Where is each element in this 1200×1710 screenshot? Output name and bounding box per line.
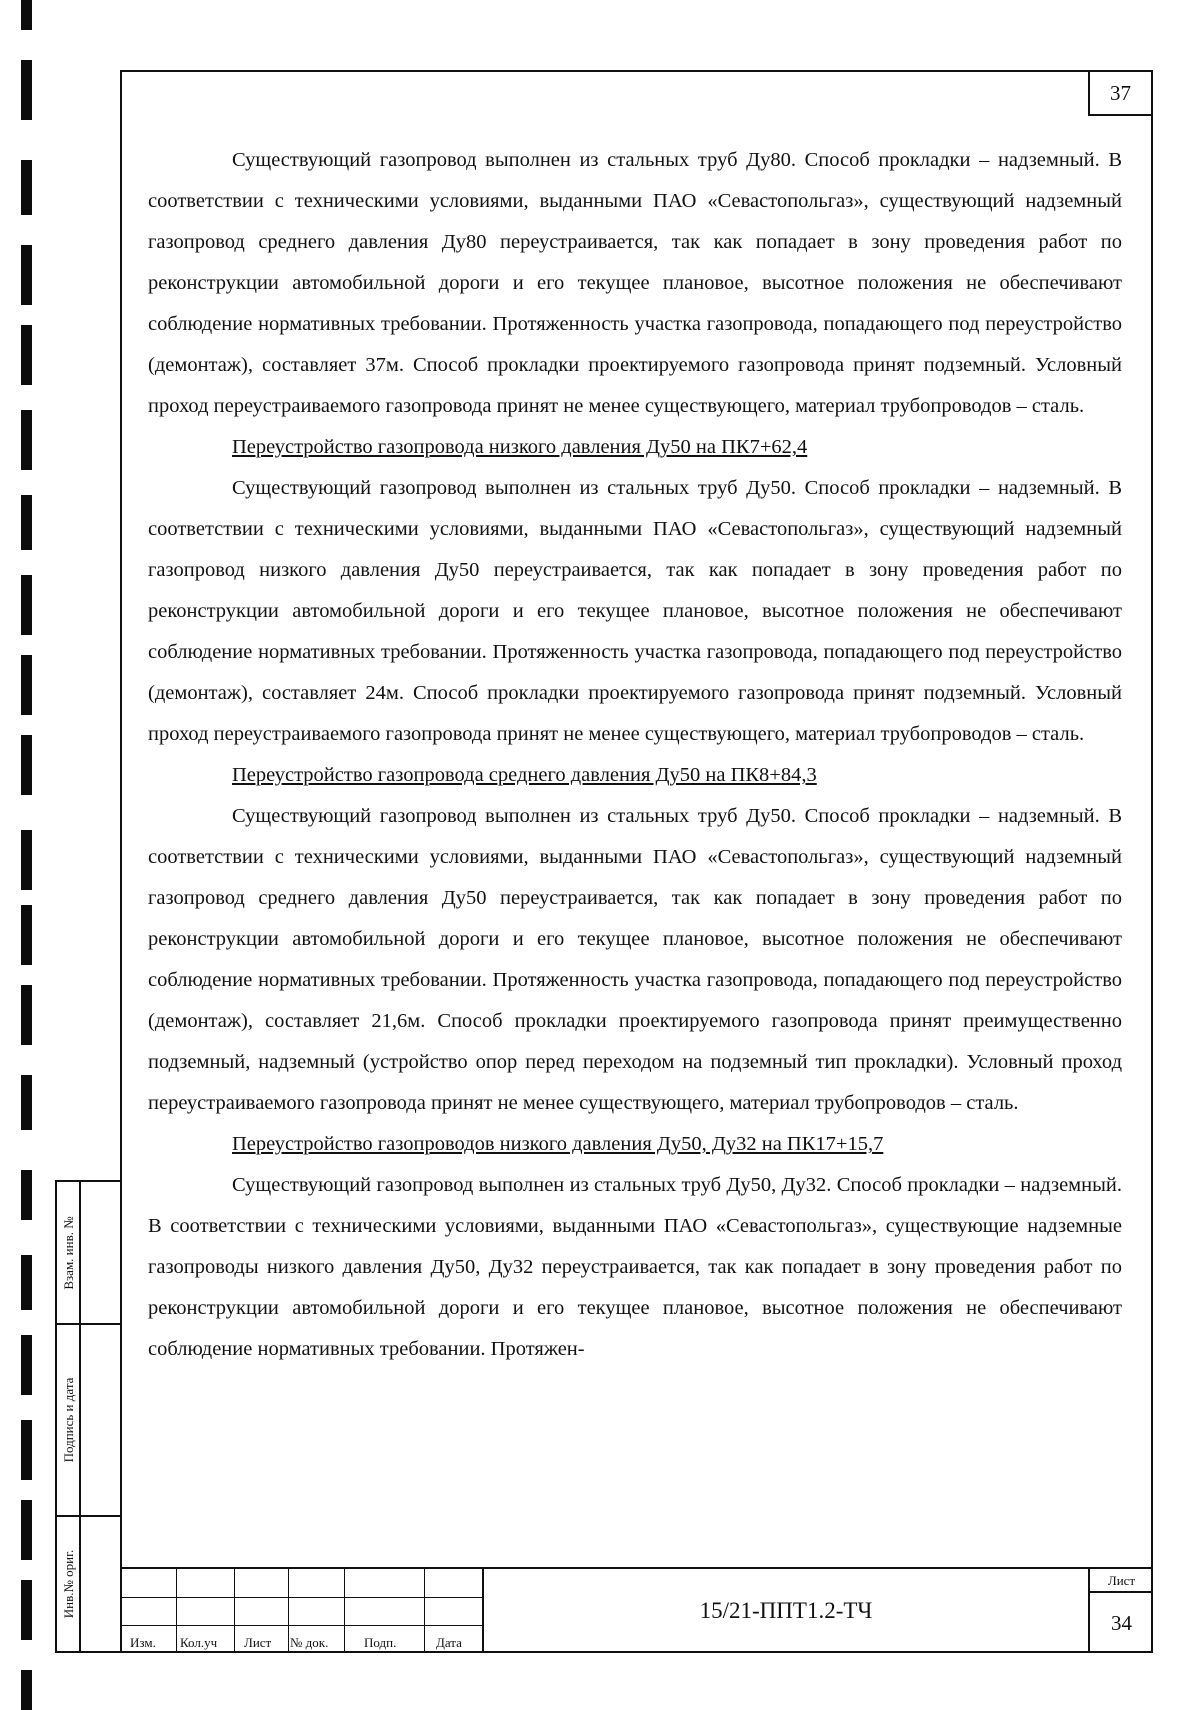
binder-mark <box>21 1500 32 1560</box>
binder-mark <box>21 1335 32 1395</box>
revision-table <box>120 1567 484 1653</box>
binder-mark <box>21 1420 32 1480</box>
binder-mark <box>21 0 32 30</box>
sheet-label: Лист <box>1090 1569 1153 1593</box>
binder-mark <box>21 1170 32 1220</box>
section-heading: Переустройство газопровода среднего давления Ду50 на ПК8+84,3 <box>232 764 817 786</box>
title-block <box>120 1567 1153 1653</box>
paragraph: Существующий газопровод выполнен из стальных труб Ду80. Способ прокладки – надземный. В соответствии с техническими условиями, выданными ПАО «Севастопольгаз», существующий надземный газопровод среднего давления Ду80 переустраивается, так как попадает в зону проведения работ по реконструкции автомобильной дороги и его текущее плановое, высотное положения не обеспечивают соблюдение нормативных требовании. Протяженность участка газопровода, попадающего под переустройство (демонтаж), составляет 37м. Способ прокладки проектируемого газопровода принят подземный. Условный проход переустраиваемого газопровода принят не менее существующего, материал трубопроводов – сталь. <box>148 149 1122 417</box>
side-stamp-inv-orig <box>55 1517 120 1653</box>
binder-mark <box>21 735 32 795</box>
binder-mark <box>21 495 32 550</box>
binder-mark <box>21 905 32 965</box>
side-stamp-vzam <box>55 1180 120 1325</box>
binder-mark <box>21 1670 32 1710</box>
binder-mark <box>21 985 32 1045</box>
column-list: Лист <box>244 1635 272 1650</box>
side-label-vzam-inv: Взам. инв. № <box>61 1215 76 1290</box>
top-sheet-number: 37 <box>1088 70 1153 116</box>
sheet-number: 34 <box>1111 1610 1132 1635</box>
binder-mark <box>21 655 32 715</box>
side-label-inv-orig: Инв.№ ориг. <box>61 1549 76 1619</box>
section-heading: Переустройство газопроводов низкого давления Ду50, Ду32 на ПК17+15,7 <box>232 1133 884 1155</box>
column-doc-number: № док. <box>290 1635 329 1650</box>
binder-mark <box>21 575 32 635</box>
binder-mark <box>21 410 32 470</box>
paragraph: Существующий газопровод выполнен из стальных труб Ду50, Ду32. Способ прокладки – надземный. В соответствии с техническими условиями, выданными ПАО «Севастопольгаз», существующие надземные газопроводы низкого давления Ду50, Ду32 переустраивается, так как попадает в зону проведения работ по реконструкции автомобильной дороги и его текущее плановое, высотное положения не обеспечивают соблюдение нормативных требовании. Протяжен- <box>148 1174 1122 1360</box>
binder-mark <box>21 325 32 385</box>
binder-mark <box>21 245 32 305</box>
document-body <box>148 140 1122 1370</box>
document-code: 15/21-ППТ1.2-ТЧ <box>484 1567 1088 1653</box>
sheet-number-box <box>1088 1567 1153 1653</box>
column-kol-uch: Кол.уч <box>180 1635 218 1650</box>
paragraph: Существующий газопровод выполнен из стальных труб Ду50. Способ прокладки – надземный. В соответствии с техническими условиями, выданными ПАО «Севастопольгаз», существующий надземный газопровод среднего давления Ду50 переустраивается, так как попадает в зону проведения работ по реконструкции автомобильной дороги и его текущее плановое, высотное положения не обеспечивают соблюдение нормативных требовании. Протяженность участка газопровода, попадающего под переустройство (демонтаж), составляет 21,6м. Способ прокладки проектируемого газопровода принят преимущественно подземный, надземный (устройство опор перед переходом на подземный тип прокладки). Условный проход переустраиваемого газопровода принят не менее существующего, материал трубопроводов – сталь. <box>148 805 1122 1114</box>
binder-mark <box>21 1075 32 1130</box>
side-label-podpis-data: Подпись и дата <box>61 1377 76 1463</box>
column-podp: Подп. <box>364 1635 397 1650</box>
binder-mark <box>21 1580 32 1640</box>
side-stamp-podpis <box>55 1325 120 1517</box>
column-data: Дата <box>436 1635 462 1650</box>
column-izm: Изм. <box>130 1635 156 1650</box>
binder-mark <box>21 160 32 215</box>
binder-mark <box>21 830 32 890</box>
paragraph: Существующий газопровод выполнен из стальных труб Ду50. Способ прокладки – надземный. В соответствии с техническими условиями, выданными ПАО «Севастопольгаз», существующий надземный газопровод низкого давления Ду50 переустраивается, так как попадает в зону проведения работ по реконструкции автомобильной дороги и его текущее плановое, высотное положения не обеспечивают соблюдение нормативных требовании. Протяженность участка газопровода, попадающего под переустройство (демонтаж), составляет 24м. Способ прокладки проектируемого газопровода принят подземный. Условный проход переустраиваемого газопровода принят не менее существующего, материал трубопроводов – сталь. <box>148 477 1122 745</box>
binder-mark <box>21 1255 32 1310</box>
binder-mark <box>21 60 32 120</box>
section-heading: Переустройство газопровода низкого давления Ду50 на ПК7+62,4 <box>232 436 808 458</box>
